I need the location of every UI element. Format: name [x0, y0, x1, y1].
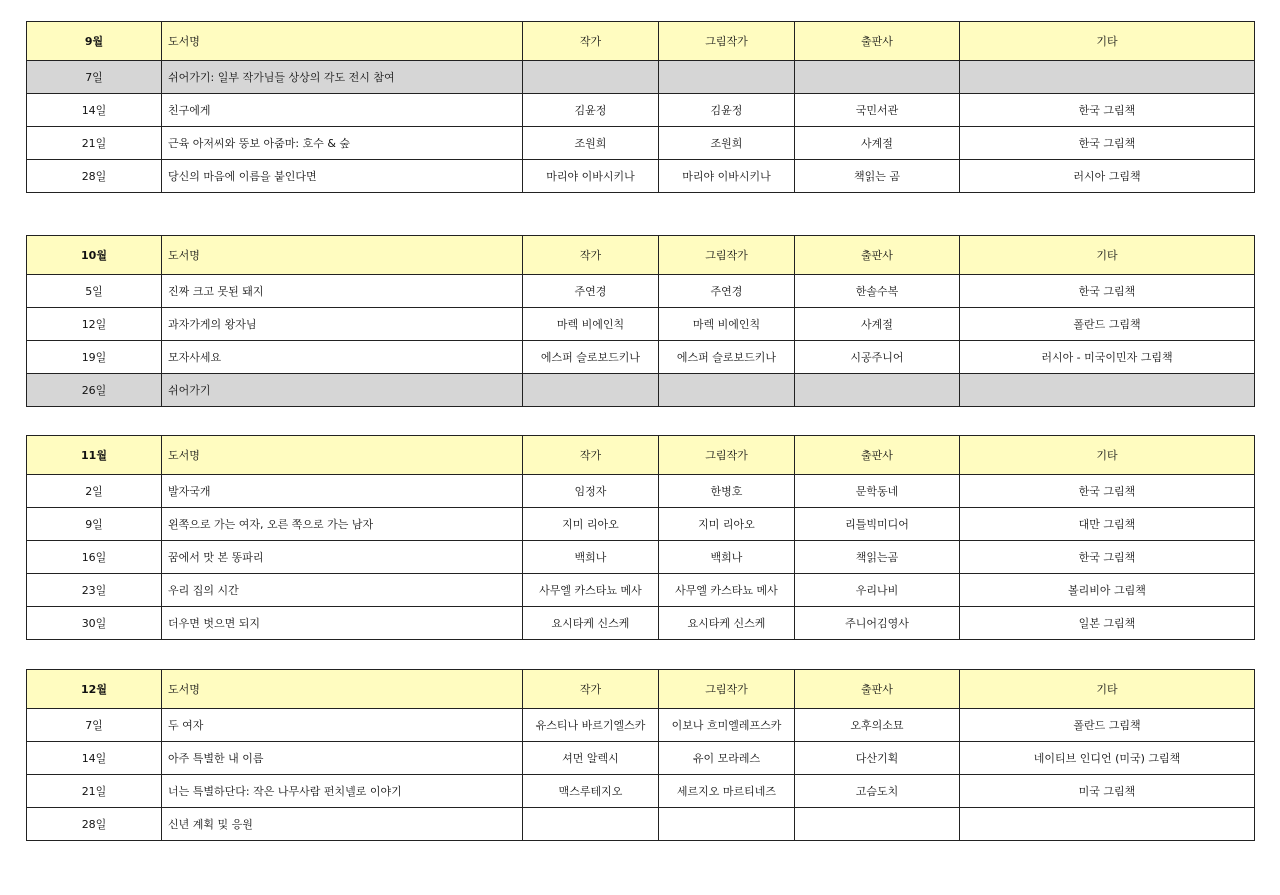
header-author: 작가: [523, 22, 659, 61]
publisher: [795, 61, 960, 94]
row-date: 23일: [27, 574, 162, 607]
header-publisher: 출판사: [795, 22, 960, 61]
header-etc: 기타: [960, 22, 1255, 61]
publisher: 책읽는 곰: [795, 160, 960, 193]
book-title: 더우면 벗으면 되지: [162, 607, 523, 640]
month-table-september: [26, 21, 1255, 193]
book-title: 친구에게: [162, 94, 523, 127]
etc-note: [960, 61, 1255, 94]
etc-note: [960, 808, 1255, 841]
table-row-break: [27, 61, 1255, 94]
author: 맥스루테지오: [523, 775, 659, 808]
header-illustrator: 그림작가: [659, 436, 795, 475]
table-row: [27, 160, 1255, 193]
etc-note: 한국 그림책: [960, 275, 1255, 308]
illustrator: 유이 모라레스: [659, 742, 795, 775]
table-row: [27, 94, 1255, 127]
header-illustrator: 그림작가: [659, 236, 795, 275]
row-date: 7일: [27, 61, 162, 94]
publisher: 한솔수복: [795, 275, 960, 308]
illustrator: 백희나: [659, 541, 795, 574]
author: 사무엘 카스타뇨 메사: [523, 574, 659, 607]
row-date: 5일: [27, 275, 162, 308]
table-row: [27, 709, 1255, 742]
book-title: 신년 계획 및 응원: [162, 808, 523, 841]
table-row: [27, 742, 1255, 775]
row-date: 21일: [27, 127, 162, 160]
illustrator: 이보나 흐미엘레프스카: [659, 709, 795, 742]
row-date: 7일: [27, 709, 162, 742]
etc-note: 네이티브 인디언 (미국) 그림책: [960, 742, 1255, 775]
publisher: 사계절: [795, 127, 960, 160]
book-title: 우리 집의 시간: [162, 574, 523, 607]
header-author: 작가: [523, 436, 659, 475]
month-label: 9월: [27, 22, 162, 61]
publisher: 주니어김영사: [795, 607, 960, 640]
book-title: 근육 아저씨와 뚱보 아줌마: 호수 & 숲: [162, 127, 523, 160]
table-row: [27, 275, 1255, 308]
author: 지미 리아오: [523, 508, 659, 541]
book-title: 진짜 크고 못된 돼지: [162, 275, 523, 308]
header-title: 도서명: [162, 670, 523, 709]
table-row: [27, 308, 1255, 341]
header-publisher: 출판사: [795, 436, 960, 475]
table-row: [27, 127, 1255, 160]
header-row: [27, 236, 1255, 275]
publisher: 문학동네: [795, 475, 960, 508]
header-title: 도서명: [162, 436, 523, 475]
etc-note: 폴란드 그림책: [960, 709, 1255, 742]
book-title: 두 여자: [162, 709, 523, 742]
etc-note: 한국 그림책: [960, 475, 1255, 508]
illustrator: 김윤정: [659, 94, 795, 127]
etc-note: [960, 374, 1255, 407]
row-date: 16일: [27, 541, 162, 574]
etc-note: 일본 그림책: [960, 607, 1255, 640]
illustrator: 마렉 비에인칙: [659, 308, 795, 341]
illustrator: 사무엘 카스타뇨 메사: [659, 574, 795, 607]
etc-note: 미국 그림책: [960, 775, 1255, 808]
row-date: 14일: [27, 742, 162, 775]
header-etc: 기타: [960, 436, 1255, 475]
author: 백희나: [523, 541, 659, 574]
illustrator: 마리야 이바시키나: [659, 160, 795, 193]
book-title: 쉬어가기: 일부 작가님들 상상의 각도 전시 참여: [162, 61, 523, 94]
header-row: [27, 670, 1255, 709]
author: 셔먼 알렉시: [523, 742, 659, 775]
table-row: [27, 541, 1255, 574]
book-title: 쉬어가기: [162, 374, 523, 407]
table-row: [27, 508, 1255, 541]
month-table-december: [26, 669, 1255, 841]
book-title: 왼쪽으로 가는 여자, 오른 쪽으로 가는 남자: [162, 508, 523, 541]
etc-note: 대만 그림책: [960, 508, 1255, 541]
author: 마리야 이바시키나: [523, 160, 659, 193]
row-date: 28일: [27, 808, 162, 841]
publisher: 리틀빅미디어: [795, 508, 960, 541]
author: 요시타케 신스케: [523, 607, 659, 640]
publisher: [795, 808, 960, 841]
publisher: 다산기획: [795, 742, 960, 775]
table-row: [27, 475, 1255, 508]
illustrator: [659, 808, 795, 841]
month-table-october: [26, 235, 1255, 407]
illustrator: 한병호: [659, 475, 795, 508]
book-title: 아주 특별한 내 이름: [162, 742, 523, 775]
author: 임정자: [523, 475, 659, 508]
table-row: [27, 574, 1255, 607]
publisher: 사계절: [795, 308, 960, 341]
table-row: [27, 808, 1255, 841]
table-row-break: [27, 374, 1255, 407]
etc-note: 러시아 - 미국이민자 그림책: [960, 341, 1255, 374]
row-date: 21일: [27, 775, 162, 808]
header-author: 작가: [523, 236, 659, 275]
row-date: 14일: [27, 94, 162, 127]
illustrator: 지미 리아오: [659, 508, 795, 541]
row-date: 26일: [27, 374, 162, 407]
header-title: 도서명: [162, 236, 523, 275]
publisher: 국민서관: [795, 94, 960, 127]
month-label: 11월: [27, 436, 162, 475]
month-label: 10월: [27, 236, 162, 275]
row-date: 9일: [27, 508, 162, 541]
publisher: 책읽는곰: [795, 541, 960, 574]
illustrator: 세르지오 마르티네즈: [659, 775, 795, 808]
illustrator: [659, 61, 795, 94]
header-author: 작가: [523, 670, 659, 709]
header-etc: 기타: [960, 670, 1255, 709]
illustrator: [659, 374, 795, 407]
illustrator: 주연경: [659, 275, 795, 308]
row-date: 2일: [27, 475, 162, 508]
author: 마렉 비에인칙: [523, 308, 659, 341]
author: 김윤정: [523, 94, 659, 127]
row-date: 12일: [27, 308, 162, 341]
table-row: [27, 775, 1255, 808]
row-date: 19일: [27, 341, 162, 374]
month-label: 12월: [27, 670, 162, 709]
header-row: [27, 22, 1255, 61]
header-publisher: 출판사: [795, 670, 960, 709]
author: [523, 374, 659, 407]
author: [523, 808, 659, 841]
author: 조원희: [523, 127, 659, 160]
book-title: 너는 특별하단다: 작은 나무사람 펀치넬로 이야기: [162, 775, 523, 808]
publisher: [795, 374, 960, 407]
illustrator: 에스퍼 슬로보드키나: [659, 341, 795, 374]
header-row: [27, 436, 1255, 475]
book-title: 발자국개: [162, 475, 523, 508]
illustrator: 조원희: [659, 127, 795, 160]
header-illustrator: 그림작가: [659, 670, 795, 709]
table-row: [27, 607, 1255, 640]
author: 에스퍼 슬로보드키나: [523, 341, 659, 374]
author: [523, 61, 659, 94]
book-title: 과자가게의 왕자님: [162, 308, 523, 341]
publisher: 오후의소묘: [795, 709, 960, 742]
header-illustrator: 그림작가: [659, 22, 795, 61]
header-publisher: 출판사: [795, 236, 960, 275]
author: 유스티나 바르기엘스카: [523, 709, 659, 742]
illustrator: 요시타케 신스케: [659, 607, 795, 640]
publisher: 고슴도치: [795, 775, 960, 808]
header-title: 도서명: [162, 22, 523, 61]
etc-note: 한국 그림책: [960, 94, 1255, 127]
month-table-november: [26, 435, 1255, 640]
book-title: 꿈에서 맛 본 똥파리: [162, 541, 523, 574]
publisher: 우리나비: [795, 574, 960, 607]
etc-note: 볼리비아 그림책: [960, 574, 1255, 607]
etc-note: 러시아 그림책: [960, 160, 1255, 193]
etc-note: 폴란드 그림책: [960, 308, 1255, 341]
row-date: 30일: [27, 607, 162, 640]
row-date: 28일: [27, 160, 162, 193]
etc-note: 한국 그림책: [960, 127, 1255, 160]
header-etc: 기타: [960, 236, 1255, 275]
book-title: 모자사세요: [162, 341, 523, 374]
book-title: 당신의 마음에 이름을 붙인다면: [162, 160, 523, 193]
etc-note: 한국 그림책: [960, 541, 1255, 574]
publisher: 시공주니어: [795, 341, 960, 374]
author: 주연경: [523, 275, 659, 308]
table-row: [27, 341, 1255, 374]
